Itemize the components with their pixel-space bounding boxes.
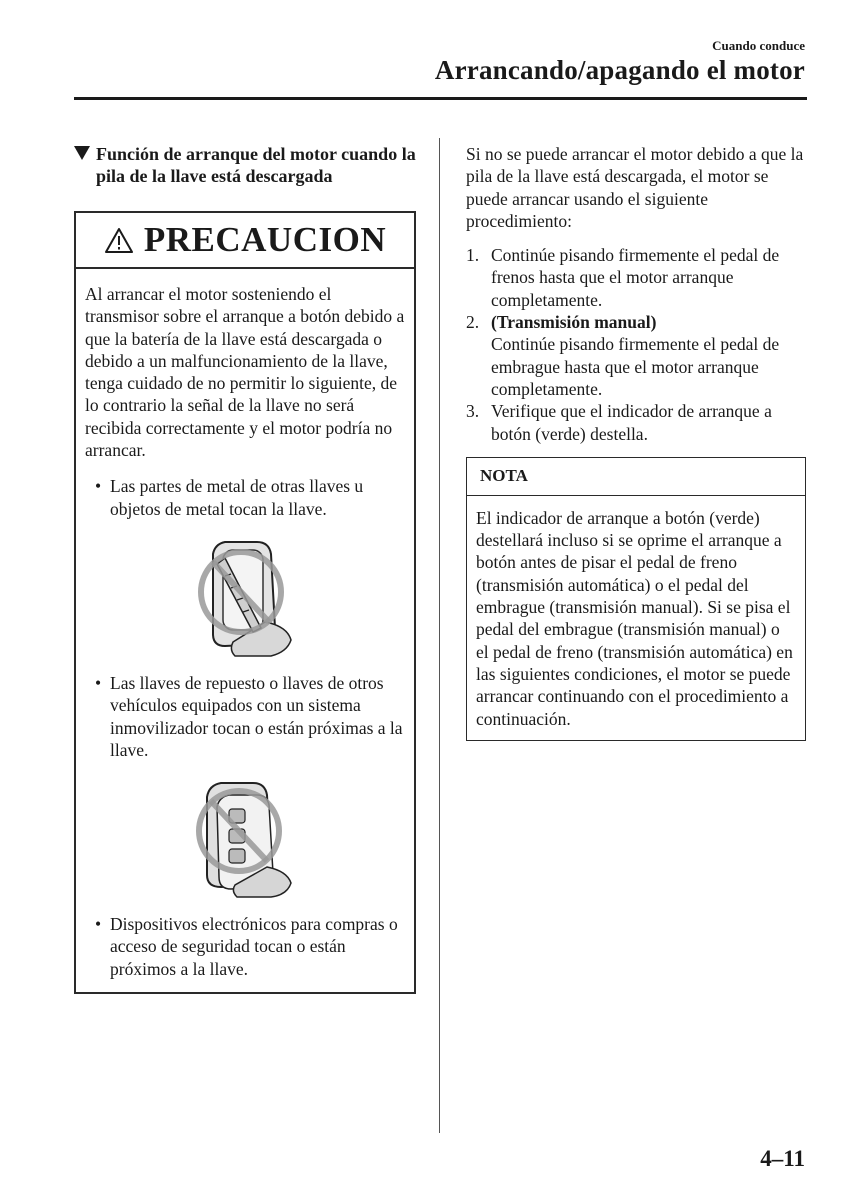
column-divider [439, 138, 440, 1133]
two-keys-illustration [85, 777, 405, 899]
caution-title: PRECAUCION [143, 220, 387, 259]
procedure-step [466, 400, 806, 445]
bullet-dot: • [95, 672, 102, 693]
step-number: 2. [466, 312, 480, 333]
section-heading-text: Función de arranque del motor cuando la pila de la llave está descargada [96, 144, 416, 186]
caution-box [74, 211, 416, 994]
caution-bullet-text: Las partes de metal de otras llaves u objetos de metal tocan la llave. [110, 476, 364, 519]
step-number: 1. [466, 245, 480, 266]
header-rule [74, 97, 807, 100]
bullet-dot: • [95, 476, 102, 497]
left-column [74, 143, 416, 994]
caution-bullet [85, 475, 405, 520]
caution-header [76, 213, 414, 269]
key-fob-prohibited-illustration [195, 777, 295, 899]
procedure-steps [466, 244, 806, 445]
down-triangle-icon [74, 146, 90, 160]
caution-body [76, 269, 414, 992]
caution-bullet-text: Las llaves de repuesto o llaves de otros vehículos equipados con un sistema inmovilizador tocan o están próximas a la llave. [110, 672, 403, 760]
note-title: NOTA [467, 458, 805, 496]
page-number: 4–11 [760, 1146, 805, 1171]
warning-triangle-icon [104, 227, 134, 254]
note-box [466, 457, 806, 741]
caution-bullet [85, 672, 405, 761]
caution-bullet [85, 913, 405, 980]
step-text: Continúe pisando firmemente el pedal de embrague hasta que el motor arranque completamente. [491, 334, 780, 399]
step-text: Verifique que el indicador de arranque a botón (verde) destella. [491, 401, 772, 444]
procedure-step [466, 244, 806, 311]
procedure-intro: Si no se puede arrancar el motor debido a que la pila de la llave está descargada, el motor se puede arrancar usando el siguiente procedimiento: [466, 144, 804, 231]
section-label: Cuando conduce [712, 38, 805, 53]
bullet-dot: • [95, 914, 102, 935]
key-fob-prohibited-illustration [195, 536, 295, 658]
step-text: Continúe pisando firmemente el pedal de frenos hasta que el motor arranque completamente. [491, 245, 780, 310]
page-title: Arrancando/apagando el motor [434, 55, 805, 85]
section-heading [74, 143, 416, 187]
caution-bullet-text: Dispositivos electrónicos para compras o acceso de seguridad tocan o están próximos a la llave. [110, 914, 398, 979]
caution-intro: Al arrancar el motor sosteniendo el transmisor sobre el arranque a botón debido a que la batería de la llave está descargada o debido a un malfuncionamiento de la llave, tenga cuidado de no permitir lo siguiente, de lo contrario la señal de la llave no será recibida correctamente y el motor podría no arrancar. [85, 284, 405, 461]
right-column [466, 143, 806, 741]
procedure-step [466, 311, 806, 400]
key-touching-metal-illustration [85, 536, 405, 658]
step-number: 3. [466, 401, 480, 422]
note-body: El indicador de arranque a botón (verde) destellará incluso si se oprime el arranque a botón antes de pisar el pedal de freno (transmisión automática) o el pedal del embrague (transmisión manual). Si se pisa el pedal del embrague (transmisión manual) o el pedal de freno (transmisión automática) en las siguientes condiciones, el motor se puede arrancar continuando con el procedimiento a continuación. [476, 507, 793, 729]
step-bold-label: (Transmisión manual) [491, 312, 657, 333]
